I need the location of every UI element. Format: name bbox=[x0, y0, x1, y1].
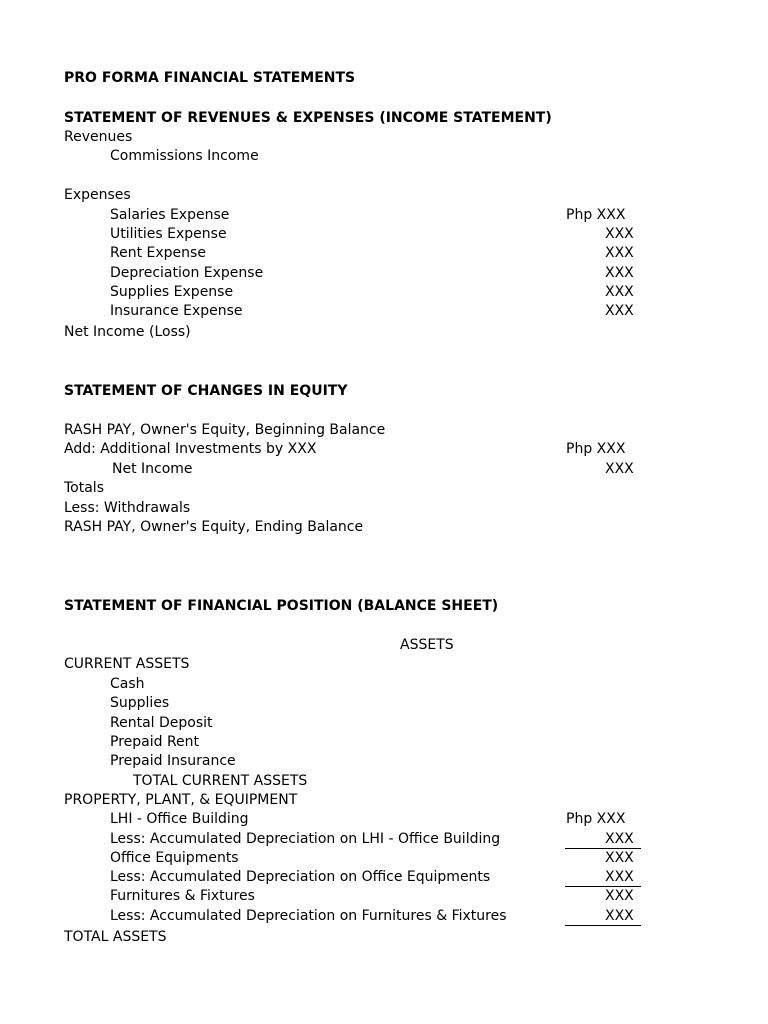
equity-beginning-balance: RASH PAY, Owner's Equity, Beginning Balance bbox=[64, 422, 386, 438]
ppe-item-label: Less: Accumulated Depreciation on Furnitures & Fixtures bbox=[110, 908, 507, 924]
total-current-assets-label: TOTAL CURRENT ASSETS bbox=[133, 773, 308, 789]
ppe-item-label: Less: Accumulated Depreciation on Office Equipments bbox=[110, 869, 491, 885]
ppe-item-amount: XXX bbox=[605, 869, 634, 885]
current-assets-label: CURRENT ASSETS bbox=[64, 656, 190, 672]
expenses-label: Expenses bbox=[64, 187, 131, 203]
net-income-loss-label: Net Income (Loss) bbox=[64, 324, 191, 340]
current-asset-item: Prepaid Insurance bbox=[110, 753, 236, 769]
ppe-item-amount: XXX bbox=[605, 908, 634, 924]
current-asset-item: Rental Deposit bbox=[110, 715, 213, 731]
ppe-item-label: LHI - Office Building bbox=[110, 811, 249, 827]
expense-amount: XXX bbox=[605, 226, 634, 242]
equity-totals-label: Totals bbox=[64, 480, 104, 496]
expense-amount: Php XXX bbox=[566, 207, 626, 223]
ppe-item-amount: XXX bbox=[605, 888, 634, 904]
ppe-label: PROPERTY, PLANT, & EQUIPMENT bbox=[64, 792, 298, 808]
expense-amount: XXX bbox=[605, 245, 634, 261]
equity-statement-heading: STATEMENT OF CHANGES IN EQUITY bbox=[64, 383, 348, 399]
underline-rule bbox=[565, 886, 641, 887]
expense-label: Rent Expense bbox=[110, 245, 206, 261]
ppe-item-amount: XXX bbox=[605, 850, 634, 866]
underline-rule bbox=[565, 848, 641, 849]
expense-amount: XXX bbox=[605, 303, 634, 319]
equity-net-income-label: Net Income bbox=[112, 461, 193, 477]
equity-ending-balance: RASH PAY, Owner's Equity, Ending Balance bbox=[64, 519, 364, 535]
expense-label: Supplies Expense bbox=[110, 284, 234, 300]
revenues-label: Revenues bbox=[64, 129, 133, 145]
expense-label: Insurance Expense bbox=[110, 303, 243, 319]
equity-net-income-amount: XXX bbox=[605, 461, 634, 477]
income-statement-heading: STATEMENT OF REVENUES & EXPENSES (INCOME STATEMENT) bbox=[64, 110, 552, 126]
assets-heading: ASSETS bbox=[400, 637, 454, 653]
document-title: PRO FORMA FINANCIAL STATEMENTS bbox=[64, 70, 356, 86]
total-assets-label: TOTAL ASSETS bbox=[64, 929, 167, 945]
ppe-item-amount: XXX bbox=[605, 831, 634, 847]
current-asset-item: Cash bbox=[110, 676, 145, 692]
expense-label: Depreciation Expense bbox=[110, 265, 264, 281]
expense-label: Utilities Expense bbox=[110, 226, 227, 242]
commissions-income-label: Commissions Income bbox=[110, 148, 259, 164]
balance-sheet-heading: STATEMENT OF FINANCIAL POSITION (BALANCE SHEET) bbox=[64, 598, 499, 614]
additional-investments-amount: Php XXX bbox=[566, 441, 626, 457]
expense-amount: XXX bbox=[605, 265, 634, 281]
withdrawals-label: Less: Withdrawals bbox=[64, 500, 191, 516]
expense-label: Salaries Expense bbox=[110, 207, 230, 223]
additional-investments-label: Add: Additional Investments by XXX bbox=[64, 441, 317, 457]
ppe-item-amount: Php XXX bbox=[566, 811, 626, 827]
ppe-item-label: Less: Accumulated Depreciation on LHI - Office Building bbox=[110, 831, 501, 847]
current-asset-item: Prepaid Rent bbox=[110, 734, 200, 750]
expense-amount: XXX bbox=[605, 284, 634, 300]
underline-rule bbox=[565, 925, 641, 926]
current-asset-item: Supplies bbox=[110, 695, 170, 711]
ppe-item-label: Office Equipments bbox=[110, 850, 239, 866]
ppe-item-label: Furnitures & Fixtures bbox=[110, 888, 255, 904]
